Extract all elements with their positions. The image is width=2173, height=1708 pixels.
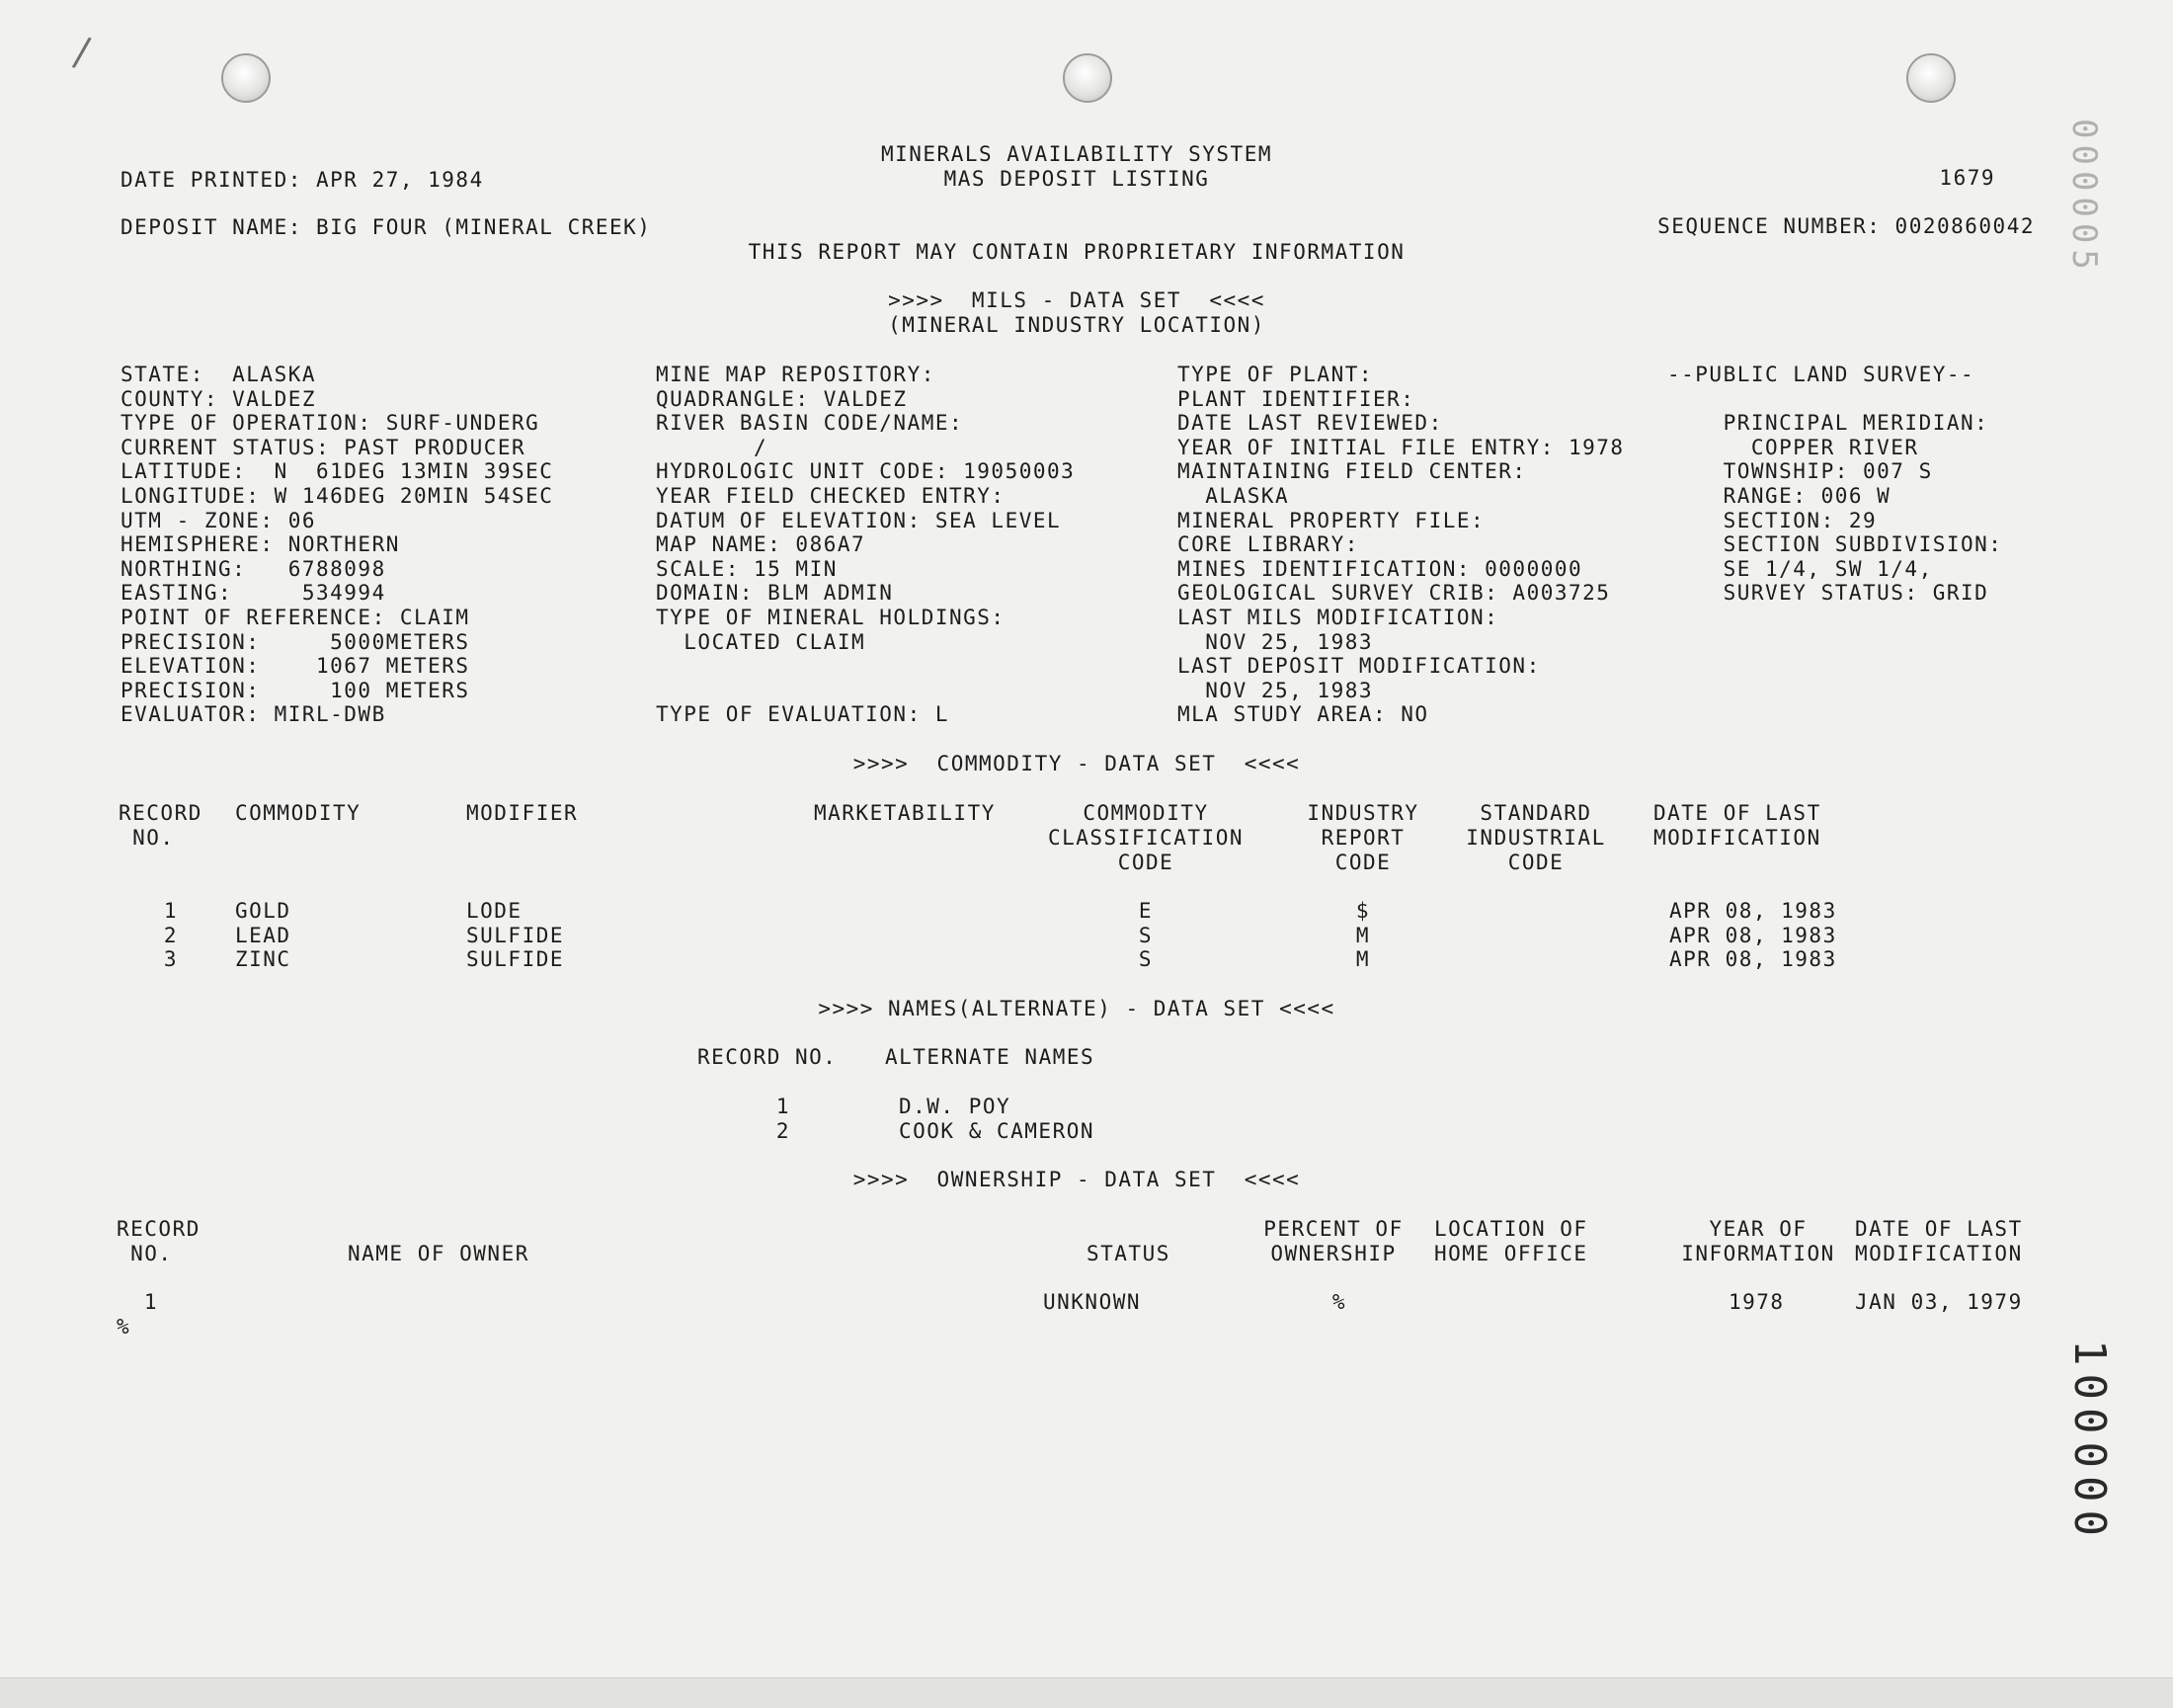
mils-field: MAINTAINING FIELD CENTER: <box>1177 459 1527 484</box>
mils-field: LOCATED CLAIM <box>656 629 866 654</box>
commodity-class-code: S <box>1138 947 1154 971</box>
mils-field: DATE LAST REVIEWED: <box>1177 411 1443 436</box>
commodity-header-record: RECORD NO. <box>119 801 202 850</box>
survey-field: TOWNSHIP: 007 S <box>1667 459 1933 484</box>
ownership-title: >>>> OWNERSHIP - DATA SET <<<< <box>852 1168 1301 1191</box>
mils-field: NORTHING: 6788098 <box>121 556 386 581</box>
commodity-industry-code: $ <box>1355 899 1371 923</box>
commodity-modifier: SULFIDE <box>466 947 565 971</box>
commodity-name: ZINC <box>235 947 291 971</box>
mils-field: TYPE OF OPERATION: SURF-UNDERG <box>121 411 540 436</box>
ownership-note: % <box>117 1315 131 1339</box>
mils-field: EASTING: 534994 <box>121 581 386 606</box>
commodity-industry-code: M <box>1355 947 1371 971</box>
mils-field: MINERAL PROPERTY FILE: <box>1177 508 1486 532</box>
mils-field: GEOLOGICAL SURVEY CRIB: A003725 <box>1177 581 1611 606</box>
alternate-name: D.W. POY <box>899 1095 1011 1118</box>
names-title: >>>> NAMES(ALTERNATE) - DATA SET <<<< <box>818 997 1335 1020</box>
commodity-record-no: 3 <box>163 947 178 971</box>
mils-field: HEMISPHERE: NORTHERN <box>121 532 400 557</box>
alternate-name-record-no: 2 <box>775 1119 790 1143</box>
commodity-header-industry: INDUSTRY REPORT CODE <box>1307 801 1419 874</box>
page-number: 1679 <box>1939 166 1995 190</box>
commodity-title: >>>> COMMODITY - DATA SET <<<< <box>852 752 1301 775</box>
filing-stamp-bottom: 100000 <box>2064 1340 2115 1544</box>
date-printed: DATE PRINTED: APR 27, 1984 <box>121 168 484 192</box>
mils-field: ALASKA <box>1177 484 1290 508</box>
mils-field: / <box>656 435 768 459</box>
survey-field: COPPER RIVER <box>1667 435 1919 459</box>
mils-field: LATITUDE: N 61DEG 13MIN 39SEC <box>121 459 554 484</box>
ownership-header-year: YEAR OF INFORMATION <box>1681 1217 1835 1265</box>
mils-field: TYPE OF PLANT: <box>1177 363 1374 386</box>
ownership-header-status: STATUS <box>1086 1242 1170 1265</box>
mils-field: CURRENT STATUS: PAST PRODUCER <box>121 435 526 459</box>
commodity-date: APR 08, 1983 <box>1669 899 1837 923</box>
mils-field: EVALUATOR: MIRL-DWB <box>121 702 386 727</box>
mils-field: STATE: ALASKA <box>121 363 317 386</box>
alternate-name: COOK & CAMERON <box>899 1119 1095 1143</box>
page-bottom-edge <box>0 1677 2173 1708</box>
mils-field: MINES IDENTIFICATION: 0000000 <box>1177 556 1583 581</box>
commodity-industry-code: M <box>1355 924 1371 947</box>
survey-field: SECTION: 29 <box>1667 508 1878 532</box>
ownership-header-date: DATE OF LAST MODIFICATION <box>1855 1217 2023 1265</box>
mils-field: TYPE OF EVALUATION: L <box>656 702 950 727</box>
deposit-name: DEPOSIT NAME: BIG FOUR (MINERAL CREEK) <box>121 215 652 239</box>
punch-hole-right <box>1906 53 1956 103</box>
mils-field: NOV 25, 1983 <box>1177 629 1374 654</box>
mils-field: COUNTY: VALDEZ <box>121 386 317 411</box>
mils-field: POINT OF REFERENCE: CLAIM <box>121 606 470 629</box>
ownership-status: UNKNOWN <box>1043 1290 1142 1314</box>
ownership-date: JAN 03, 1979 <box>1855 1290 2023 1314</box>
mils-field: NOV 25, 1983 <box>1177 678 1374 702</box>
pencil-mark: / <box>70 29 94 76</box>
survey-field: SE 1/4, SW 1/4, <box>1667 556 1933 581</box>
sequence-number: SEQUENCE NUMBER: 0020860042 <box>1657 214 2035 238</box>
mils-field: PLANT IDENTIFIER: <box>1177 386 1415 411</box>
commodity-record-no: 1 <box>163 899 178 923</box>
mils-title: >>>> MILS - DATA SET <<<< <box>888 288 1265 312</box>
mils-field: DATUM OF ELEVATION: SEA LEVEL <box>656 508 1062 532</box>
survey-field: --PUBLIC LAND SURVEY-- <box>1667 363 1975 386</box>
commodity-record-no: 2 <box>163 924 178 947</box>
mils-field: MAP NAME: 086A7 <box>656 532 866 557</box>
mils-field: LONGITUDE: W 146DEG 20MIN 54SEC <box>121 484 554 508</box>
punch-hole-center <box>1063 53 1112 103</box>
commodity-modifier: SULFIDE <box>466 924 565 947</box>
ownership-header-record: RECORD NO. <box>117 1217 201 1265</box>
filing-stamp-top: 000005 <box>2064 119 2104 276</box>
commodity-header-date: DATE OF LAST MODIFICATION <box>1653 801 1821 850</box>
survey-field: PRINCIPAL MERIDIAN: <box>1667 411 1989 436</box>
mils-field: QUADRANGLE: VALDEZ <box>656 386 908 411</box>
mils-field: RIVER BASIN CODE/NAME: <box>656 411 964 436</box>
mils-field: MINE MAP REPOSITORY: <box>656 363 935 386</box>
mils-field: SCALE: 15 MIN <box>656 556 838 581</box>
mils-field: YEAR FIELD CHECKED ENTRY: <box>656 484 1006 508</box>
mils-field: TYPE OF MINERAL HOLDINGS: <box>656 606 1006 629</box>
punch-hole-left <box>221 53 271 103</box>
mils-field: DOMAIN: BLM ADMIN <box>656 581 894 606</box>
ownership-header-location: LOCATION OF HOME OFFICE <box>1434 1217 1588 1265</box>
ownership-year: 1978 <box>1729 1290 1785 1314</box>
ownership-header-percent: PERCENT OF OWNERSHIP <box>1263 1217 1404 1265</box>
commodity-date: APR 08, 1983 <box>1669 947 1837 971</box>
survey-field: RANGE: 006 W <box>1667 484 1891 508</box>
mils-field: ELEVATION: 1067 METERS <box>121 654 470 679</box>
commodity-class-code: E <box>1138 899 1154 923</box>
ownership-record-no: 1 <box>143 1290 158 1314</box>
survey-field: SECTION SUBDIVISION: <box>1667 532 2003 557</box>
commodity-header-marketability: MARKETABILITY <box>814 801 996 825</box>
mils-field: UTM - ZONE: 06 <box>121 508 317 532</box>
names-header-names: ALTERNATE NAMES <box>885 1045 1095 1069</box>
commodity-class-code: S <box>1138 924 1154 947</box>
commodity-header-commodity: COMMODITY <box>235 801 362 825</box>
commodity-modifier: LODE <box>466 899 523 923</box>
mils-field: PRECISION: 100 METERS <box>121 678 470 702</box>
mils-subtitle: (MINERAL INDUSTRY LOCATION) <box>888 313 1265 337</box>
mils-field: PRECISION: 5000METERS <box>121 629 470 654</box>
survey-field: SURVEY STATUS: GRID <box>1667 581 1989 606</box>
names-header-record: RECORD NO. <box>697 1045 838 1069</box>
mils-field: LAST MILS MODIFICATION: <box>1177 606 1499 629</box>
commodity-date: APR 08, 1983 <box>1669 924 1837 947</box>
mils-field: CORE LIBRARY: <box>1177 532 1359 557</box>
proprietary-notice: THIS REPORT MAY CONTAIN PROPRIETARY INFORMATION <box>748 240 1406 264</box>
commodity-header-modifier: MODIFIER <box>466 801 579 825</box>
alternate-name-record-no: 1 <box>775 1095 790 1118</box>
ownership-header-owner: NAME OF OWNER <box>348 1242 529 1265</box>
mils-field: LAST DEPOSIT MODIFICATION: <box>1177 654 1541 679</box>
mils-field: YEAR OF INITIAL FILE ENTRY: 1978 <box>1177 435 1625 459</box>
mils-field: MLA STUDY AREA: NO <box>1177 702 1429 727</box>
commodity-header-classification: COMMODITY CLASSIFICATION CODE <box>1047 801 1244 874</box>
system-title: MINERALS AVAILABILITY SYSTEM <box>880 142 1272 166</box>
commodity-name: LEAD <box>235 924 291 947</box>
listing-title: MAS DEPOSIT LISTING <box>943 167 1210 191</box>
ownership-percent: % <box>1331 1290 1347 1314</box>
commodity-name: GOLD <box>235 899 291 923</box>
commodity-header-sic: STANDARD INDUSTRIAL CODE <box>1466 801 1606 874</box>
mils-field: HYDROLOGIC UNIT CODE: 19050003 <box>656 459 1076 484</box>
